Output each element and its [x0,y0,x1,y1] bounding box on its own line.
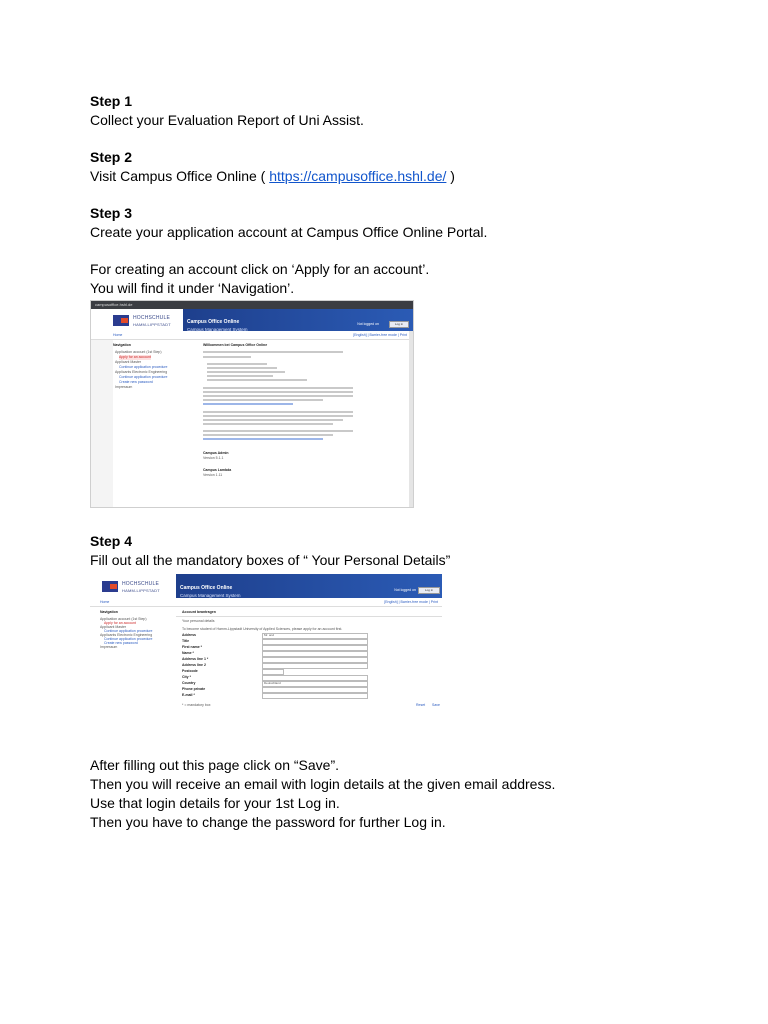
field-label-city: City * [182,675,191,679]
nav2-item-applicants-ee[interactable]: Applicants Electronic Engineering [100,633,153,637]
browser-tab: campusoffice.hshl.de [95,302,133,307]
step-2-title: Step 2 [90,149,133,165]
footer-version-1: Version 5.1.1 [203,456,224,460]
step-3-note-1: For creating an account click on ‘Apply for an account’. [90,261,430,277]
logo-text-1: HOCHSCHULE [133,315,171,321]
left-gutter [91,340,113,507]
nav-heading-2: Navigation [100,610,118,614]
nav-item-continue-2[interactable]: Continue application procedure [119,375,168,379]
banner-subtitle: Campus Management System [187,327,248,332]
logo-text-2-2: HAMM-LIPPSTADT [122,588,160,593]
banner-title-2: Campus Office Online [180,585,233,591]
nav2-item-application-account[interactable]: Application account (1st Step) [100,617,147,621]
nav2-item-applicant-master[interactable]: Applicant Master [100,625,127,629]
login-status-2: Not logged on [394,588,416,592]
main-heading: Willkommen bei Campus Office Online [203,343,268,347]
reset-button[interactable]: Reset [416,703,426,707]
logo-mark-accent [121,318,128,323]
logo-area [91,309,183,331]
logo-text-2: HAMM-LIPPSTADT [133,322,171,327]
closing-note-1: After filling out this page click on “Save”. [90,757,340,773]
field-label-address-1: Address line 1 * [182,657,209,661]
banner-subtitle-2: Campus Management System [180,593,241,598]
nav2-item-continue-2[interactable]: Continue application procedure [104,637,153,641]
login-status: Not logged on [357,322,379,326]
step-1-title: Step 1 [90,93,133,109]
save-button[interactable]: Save [432,703,440,707]
logo-text-2-1: HOCHSCHULE [122,581,160,587]
screenshot-navigation [90,300,414,508]
nav-item-apply-account[interactable]: Apply for an account [119,355,151,359]
field-label-phone: Phone private [182,687,206,691]
step-3-text: Create your application account at Campus Office Online Portal. [90,224,488,240]
closing-note-3: Use that login details for your 1st Log in. [90,795,340,811]
nav-item-impressum[interactable]: Impressum [115,385,133,389]
field-label-postcode: Postcode [182,669,198,673]
home-link[interactable]: Home [113,333,123,337]
step-3-title: Step 3 [90,205,133,221]
closing-note-2: Then you will receive an email with login details at the given email address. [90,776,556,792]
nav2-item-new-password[interactable]: Create new password [104,641,138,645]
closing-note-4: Then you have to change the password for further Log in. [90,814,446,830]
field-label-address: Address [182,633,197,637]
top-links[interactable]: [English] | Barrier-free mode | Print [353,333,407,337]
step-4-text: Fill out all the mandatory boxes of “ Your Personal Details” [90,552,451,568]
step-2-text-after: ) [446,168,455,184]
field-label-country: Country [182,681,196,685]
nav-item-new-password[interactable]: Create new password [119,380,153,384]
nav2-item-continue-1[interactable]: Continue application procedure [104,629,153,633]
top-links-2[interactable]: [English] | Barrier-free mode | Print [384,600,438,604]
form-subheading: Your personal details [182,619,215,623]
banner-2 [176,574,442,598]
step-2-text [90,167,690,186]
nav-item-continue-1[interactable]: Continue application procedure [119,365,168,369]
document-body [90,92,690,832]
home-link-2[interactable]: Home [100,600,110,604]
logo-mark-accent-2 [110,584,117,589]
field-label-name: Name * [182,651,194,655]
form-intro: To become student of Hamm-Lippstadt University of Applied Sciences, please apply for an account first. [182,627,343,631]
nav2-item-impressum[interactable]: Impressum [100,645,118,649]
nav-item-applicants-ee[interactable]: Applicants Electronic Engineering [115,370,168,374]
step-4-title: Step 4 [90,533,133,549]
nav-item-applicant-master[interactable]: Applicant Master [115,360,142,364]
login-button[interactable]: Log in [389,321,409,328]
field-label-title: Title [182,639,190,643]
nav2-item-apply-account[interactable]: Apply for an account [104,621,136,625]
banner-title: Campus Office Online [187,319,240,325]
field-label-first-name: First name * [182,645,203,649]
nav-heading: Navigation [113,343,131,347]
banner [183,309,413,331]
screenshot-personal-details [90,574,442,730]
footer-label-1: Campus Admin [203,451,229,455]
step-1-text: Collect your Evaluation Report of Uni Assist. [90,112,364,128]
campus-office-link[interactable]: https://campusoffice.hshl.de/ [269,168,447,184]
step-3-note-2: You will find it under ‘Navigation’. [90,280,295,296]
login-button-2[interactable]: Log in [418,587,440,594]
form-heading: Account beantragen [182,610,216,614]
field-label-address-2: Address line 2 [182,663,206,667]
scrollbar[interactable] [409,331,413,507]
field-address-value: Mr. and [264,633,275,637]
field-email-input[interactable] [262,693,368,699]
footer-version-2: Version 1.11 [203,473,223,477]
nav-item-application-account[interactable]: Application account (1st Step) [115,350,162,354]
mandatory-note: * = mandatory box [182,703,211,707]
field-label-email: E-mail * [182,693,195,697]
logo-area-2 [90,574,176,598]
field-country-value: Deutschland [264,681,281,685]
footer-label-2: Campus Lambda [203,468,232,472]
browser-bar [91,301,413,309]
step-2-text-before: Visit Campus Office Online ( [90,168,270,184]
